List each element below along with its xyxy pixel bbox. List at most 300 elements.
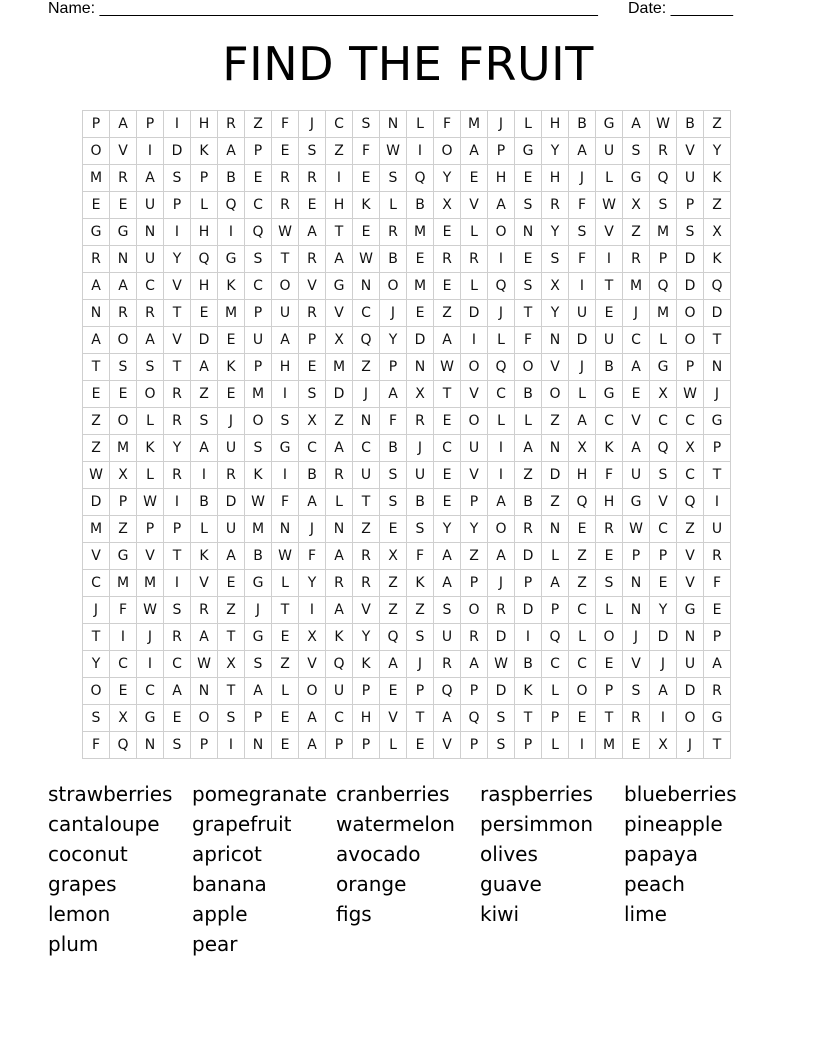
grid-cell[interactable]: B xyxy=(245,543,272,570)
grid-cell[interactable]: A xyxy=(380,381,407,408)
grid-cell[interactable]: Q xyxy=(218,192,245,219)
grid-cell[interactable]: A xyxy=(434,543,461,570)
grid-cell[interactable]: K xyxy=(407,570,434,597)
grid-cell[interactable]: E xyxy=(218,327,245,354)
grid-cell[interactable]: R xyxy=(461,246,488,273)
grid-cell[interactable]: A xyxy=(515,435,542,462)
grid-cell[interactable]: V xyxy=(677,138,704,165)
grid-cell[interactable]: I xyxy=(137,651,164,678)
grid-cell[interactable]: E xyxy=(596,300,623,327)
grid-cell[interactable]: J xyxy=(677,732,704,759)
grid-cell[interactable]: O xyxy=(299,678,326,705)
grid-cell[interactable]: O xyxy=(677,705,704,732)
grid-cell[interactable]: A xyxy=(380,651,407,678)
grid-cell[interactable]: A xyxy=(83,327,110,354)
grid-cell[interactable]: J xyxy=(407,651,434,678)
grid-cell[interactable]: S xyxy=(137,354,164,381)
grid-cell[interactable]: Z xyxy=(191,381,218,408)
grid-cell[interactable]: T xyxy=(704,462,731,489)
grid-cell[interactable]: T xyxy=(515,300,542,327)
grid-cell[interactable]: F xyxy=(704,570,731,597)
grid-cell[interactable]: J xyxy=(488,111,515,138)
grid-cell[interactable]: L xyxy=(596,165,623,192)
grid-cell[interactable]: C xyxy=(677,408,704,435)
grid-cell[interactable]: Q xyxy=(569,489,596,516)
grid-cell[interactable]: F xyxy=(299,543,326,570)
grid-cell[interactable]: P xyxy=(353,732,380,759)
grid-cell[interactable]: D xyxy=(704,300,731,327)
grid-cell[interactable]: X xyxy=(542,273,569,300)
grid-cell[interactable]: L xyxy=(596,597,623,624)
grid-cell[interactable]: Q xyxy=(542,624,569,651)
grid-cell[interactable]: Y xyxy=(542,138,569,165)
grid-cell[interactable]: Q xyxy=(380,624,407,651)
grid-cell[interactable]: C xyxy=(434,435,461,462)
grid-cell[interactable]: Y xyxy=(461,516,488,543)
grid-cell[interactable]: A xyxy=(704,651,731,678)
grid-cell[interactable]: P xyxy=(353,678,380,705)
grid-cell[interactable]: I xyxy=(164,489,191,516)
grid-cell[interactable]: D xyxy=(650,624,677,651)
grid-cell[interactable]: E xyxy=(569,705,596,732)
grid-cell[interactable]: R xyxy=(704,678,731,705)
grid-cell[interactable]: B xyxy=(380,435,407,462)
grid-cell[interactable]: G xyxy=(272,435,299,462)
grid-cell[interactable]: W xyxy=(677,381,704,408)
grid-cell[interactable]: I xyxy=(569,273,596,300)
grid-cell[interactable]: B xyxy=(407,192,434,219)
grid-cell[interactable]: E xyxy=(380,678,407,705)
grid-cell[interactable]: T xyxy=(272,246,299,273)
grid-cell[interactable]: T xyxy=(164,543,191,570)
grid-cell[interactable]: L xyxy=(515,111,542,138)
grid-cell[interactable]: B xyxy=(380,246,407,273)
grid-cell[interactable]: Q xyxy=(650,165,677,192)
grid-cell[interactable]: Z xyxy=(326,408,353,435)
grid-cell[interactable]: N xyxy=(137,732,164,759)
grid-cell[interactable]: S xyxy=(542,246,569,273)
grid-cell[interactable]: A xyxy=(461,651,488,678)
grid-cell[interactable]: S xyxy=(569,219,596,246)
grid-cell[interactable]: A xyxy=(488,489,515,516)
grid-cell[interactable]: E xyxy=(164,705,191,732)
grid-cell[interactable]: E xyxy=(272,138,299,165)
grid-cell[interactable]: I xyxy=(326,165,353,192)
grid-cell[interactable]: U xyxy=(218,435,245,462)
grid-cell[interactable]: E xyxy=(191,300,218,327)
grid-cell[interactable]: C xyxy=(299,435,326,462)
grid-cell[interactable]: K xyxy=(245,462,272,489)
grid-cell[interactable]: S xyxy=(488,705,515,732)
grid-cell[interactable]: L xyxy=(542,543,569,570)
grid-cell[interactable]: D xyxy=(515,597,542,624)
grid-cell[interactable]: Z xyxy=(623,219,650,246)
grid-cell[interactable]: Q xyxy=(245,219,272,246)
grid-cell[interactable]: S xyxy=(164,165,191,192)
grid-cell[interactable]: S xyxy=(83,705,110,732)
grid-cell[interactable]: I xyxy=(272,381,299,408)
grid-cell[interactable]: D xyxy=(677,678,704,705)
grid-cell[interactable]: A xyxy=(488,543,515,570)
grid-cell[interactable]: L xyxy=(569,381,596,408)
grid-cell[interactable]: D xyxy=(515,543,542,570)
grid-cell[interactable]: C xyxy=(164,651,191,678)
grid-cell[interactable]: E xyxy=(299,354,326,381)
grid-cell[interactable]: I xyxy=(596,246,623,273)
grid-cell[interactable]: Q xyxy=(407,165,434,192)
grid-cell[interactable]: V xyxy=(83,543,110,570)
grid-cell[interactable]: L xyxy=(272,678,299,705)
grid-cell[interactable]: R xyxy=(596,516,623,543)
grid-cell[interactable]: P xyxy=(461,489,488,516)
grid-cell[interactable]: F xyxy=(569,192,596,219)
grid-cell[interactable]: F xyxy=(272,111,299,138)
grid-cell[interactable]: R xyxy=(164,624,191,651)
grid-cell[interactable]: V xyxy=(164,327,191,354)
grid-cell[interactable]: L xyxy=(191,192,218,219)
grid-cell[interactable]: F xyxy=(434,111,461,138)
grid-cell[interactable]: W xyxy=(272,219,299,246)
grid-cell[interactable]: A xyxy=(191,354,218,381)
grid-cell[interactable]: S xyxy=(110,354,137,381)
grid-cell[interactable]: P xyxy=(83,111,110,138)
grid-cell[interactable]: C xyxy=(110,651,137,678)
grid-cell[interactable]: J xyxy=(569,165,596,192)
grid-cell[interactable]: A xyxy=(137,165,164,192)
grid-cell[interactable]: Y xyxy=(299,570,326,597)
grid-cell[interactable]: A xyxy=(110,273,137,300)
grid-cell[interactable]: B xyxy=(569,111,596,138)
grid-cell[interactable]: R xyxy=(272,165,299,192)
grid-cell[interactable]: I xyxy=(461,327,488,354)
grid-cell[interactable]: V xyxy=(326,300,353,327)
grid-cell[interactable]: K xyxy=(704,246,731,273)
grid-cell[interactable]: K xyxy=(596,435,623,462)
grid-cell[interactable]: J xyxy=(488,300,515,327)
grid-cell[interactable]: R xyxy=(191,597,218,624)
grid-cell[interactable]: P xyxy=(623,543,650,570)
grid-cell[interactable]: S xyxy=(245,246,272,273)
grid-cell[interactable]: Z xyxy=(380,570,407,597)
grid-cell[interactable]: A xyxy=(569,138,596,165)
grid-cell[interactable]: D xyxy=(191,327,218,354)
grid-cell[interactable]: R xyxy=(380,219,407,246)
grid-cell[interactable]: X xyxy=(218,651,245,678)
grid-cell[interactable]: E xyxy=(434,273,461,300)
grid-cell[interactable]: W xyxy=(380,138,407,165)
grid-cell[interactable]: O xyxy=(434,138,461,165)
grid-cell[interactable]: L xyxy=(488,327,515,354)
grid-cell[interactable]: Z xyxy=(407,597,434,624)
grid-cell[interactable]: W xyxy=(83,462,110,489)
grid-cell[interactable]: V xyxy=(353,597,380,624)
grid-cell[interactable]: O xyxy=(569,678,596,705)
grid-cell[interactable]: W xyxy=(245,489,272,516)
grid-cell[interactable]: L xyxy=(380,732,407,759)
grid-cell[interactable]: G xyxy=(515,138,542,165)
grid-cell[interactable]: F xyxy=(83,732,110,759)
grid-cell[interactable]: Z xyxy=(677,516,704,543)
grid-cell[interactable]: D xyxy=(569,327,596,354)
grid-cell[interactable]: V xyxy=(137,543,164,570)
grid-cell[interactable]: E xyxy=(353,165,380,192)
grid-cell[interactable]: D xyxy=(461,300,488,327)
grid-cell[interactable]: R xyxy=(137,300,164,327)
grid-cell[interactable]: T xyxy=(596,705,623,732)
grid-cell[interactable]: G xyxy=(326,273,353,300)
grid-cell[interactable]: G xyxy=(110,219,137,246)
grid-cell[interactable]: A xyxy=(137,327,164,354)
grid-cell[interactable]: R xyxy=(326,570,353,597)
grid-cell[interactable]: Z xyxy=(326,138,353,165)
grid-cell[interactable]: V xyxy=(461,192,488,219)
grid-cell[interactable]: W xyxy=(488,651,515,678)
grid-cell[interactable]: N xyxy=(542,435,569,462)
grid-cell[interactable]: N xyxy=(542,516,569,543)
grid-cell[interactable]: P xyxy=(704,435,731,462)
grid-cell[interactable]: Z xyxy=(569,543,596,570)
grid-cell[interactable]: L xyxy=(542,732,569,759)
grid-cell[interactable]: C xyxy=(569,651,596,678)
grid-cell[interactable]: G xyxy=(623,489,650,516)
grid-cell[interactable]: G xyxy=(596,111,623,138)
grid-cell[interactable]: E xyxy=(407,732,434,759)
grid-cell[interactable]: F xyxy=(515,327,542,354)
grid-cell[interactable]: I xyxy=(272,462,299,489)
grid-cell[interactable]: N xyxy=(326,516,353,543)
grid-cell[interactable]: P xyxy=(650,543,677,570)
grid-cell[interactable]: G xyxy=(245,570,272,597)
grid-cell[interactable]: A xyxy=(326,543,353,570)
grid-cell[interactable]: I xyxy=(569,732,596,759)
grid-cell[interactable]: D xyxy=(164,138,191,165)
grid-cell[interactable]: J xyxy=(569,354,596,381)
grid-cell[interactable]: S xyxy=(488,732,515,759)
grid-cell[interactable]: K xyxy=(704,165,731,192)
grid-cell[interactable]: T xyxy=(353,489,380,516)
grid-cell[interactable]: A xyxy=(488,192,515,219)
grid-cell[interactable]: I xyxy=(137,138,164,165)
grid-cell[interactable]: S xyxy=(299,138,326,165)
grid-cell[interactable]: Y xyxy=(380,327,407,354)
grid-cell[interactable]: R xyxy=(218,462,245,489)
grid-cell[interactable]: O xyxy=(596,624,623,651)
grid-cell[interactable]: J xyxy=(137,624,164,651)
grid-cell[interactable]: Z xyxy=(542,489,569,516)
grid-cell[interactable]: R xyxy=(326,462,353,489)
grid-cell[interactable]: E xyxy=(596,543,623,570)
grid-cell[interactable]: H xyxy=(191,273,218,300)
grid-cell[interactable]: B xyxy=(218,165,245,192)
grid-cell[interactable]: P xyxy=(677,192,704,219)
grid-cell[interactable]: A xyxy=(110,111,137,138)
grid-cell[interactable]: S xyxy=(650,192,677,219)
grid-cell[interactable]: I xyxy=(164,111,191,138)
grid-cell[interactable]: E xyxy=(299,192,326,219)
grid-cell[interactable]: E xyxy=(650,570,677,597)
grid-cell[interactable]: R xyxy=(461,624,488,651)
grid-cell[interactable]: Y xyxy=(704,138,731,165)
grid-cell[interactable]: C xyxy=(137,273,164,300)
grid-cell[interactable]: Q xyxy=(461,705,488,732)
grid-cell[interactable]: F xyxy=(407,543,434,570)
grid-cell[interactable]: Z xyxy=(83,408,110,435)
grid-cell[interactable]: C xyxy=(623,327,650,354)
grid-cell[interactable]: R xyxy=(623,705,650,732)
grid-cell[interactable]: P xyxy=(515,570,542,597)
grid-cell[interactable]: L xyxy=(461,219,488,246)
grid-cell[interactable]: M xyxy=(218,300,245,327)
grid-cell[interactable]: P xyxy=(515,732,542,759)
grid-cell[interactable]: Y xyxy=(542,219,569,246)
grid-cell[interactable]: H xyxy=(542,111,569,138)
grid-cell[interactable]: D xyxy=(542,462,569,489)
grid-cell[interactable]: W xyxy=(137,597,164,624)
grid-cell[interactable]: P xyxy=(245,705,272,732)
grid-cell[interactable]: H xyxy=(596,489,623,516)
grid-cell[interactable]: V xyxy=(623,408,650,435)
grid-cell[interactable]: E xyxy=(110,381,137,408)
grid-cell[interactable]: L xyxy=(407,111,434,138)
grid-cell[interactable]: K xyxy=(218,273,245,300)
grid-cell[interactable]: C xyxy=(353,435,380,462)
grid-cell[interactable]: N xyxy=(353,408,380,435)
grid-cell[interactable]: U xyxy=(677,651,704,678)
grid-cell[interactable]: D xyxy=(326,381,353,408)
grid-cell[interactable]: E xyxy=(407,300,434,327)
grid-cell[interactable]: O xyxy=(110,327,137,354)
grid-cell[interactable]: Y xyxy=(164,435,191,462)
grid-cell[interactable]: G xyxy=(218,246,245,273)
grid-cell[interactable]: I xyxy=(299,597,326,624)
grid-cell[interactable]: D xyxy=(677,273,704,300)
grid-cell[interactable]: E xyxy=(353,219,380,246)
grid-cell[interactable]: S xyxy=(380,165,407,192)
grid-cell[interactable]: J xyxy=(623,624,650,651)
grid-cell[interactable]: O xyxy=(488,219,515,246)
grid-cell[interactable]: P xyxy=(407,678,434,705)
grid-cell[interactable]: N xyxy=(677,624,704,651)
grid-cell[interactable]: S xyxy=(623,678,650,705)
grid-cell[interactable]: B xyxy=(515,651,542,678)
grid-cell[interactable]: R xyxy=(434,651,461,678)
grid-cell[interactable]: O xyxy=(191,705,218,732)
grid-cell[interactable]: I xyxy=(191,462,218,489)
grid-cell[interactable]: O xyxy=(488,516,515,543)
grid-cell[interactable]: V xyxy=(461,381,488,408)
grid-cell[interactable]: R xyxy=(623,246,650,273)
grid-cell[interactable]: I xyxy=(407,138,434,165)
grid-cell[interactable]: K xyxy=(515,678,542,705)
grid-cell[interactable]: M xyxy=(461,111,488,138)
grid-cell[interactable]: C xyxy=(677,462,704,489)
grid-cell[interactable]: S xyxy=(407,516,434,543)
grid-cell[interactable]: J xyxy=(299,516,326,543)
grid-cell[interactable]: L xyxy=(461,273,488,300)
grid-cell[interactable]: X xyxy=(623,192,650,219)
grid-cell[interactable]: A xyxy=(191,624,218,651)
grid-cell[interactable]: I xyxy=(110,624,137,651)
grid-cell[interactable]: F xyxy=(569,246,596,273)
grid-cell[interactable]: B xyxy=(299,462,326,489)
grid-cell[interactable]: X xyxy=(569,435,596,462)
grid-cell[interactable]: S xyxy=(245,651,272,678)
grid-cell[interactable]: B xyxy=(191,489,218,516)
grid-cell[interactable]: E xyxy=(83,381,110,408)
grid-cell[interactable]: G xyxy=(704,408,731,435)
grid-cell[interactable]: O xyxy=(110,408,137,435)
grid-cell[interactable]: H xyxy=(191,219,218,246)
grid-cell[interactable]: K xyxy=(353,192,380,219)
grid-cell[interactable]: V xyxy=(299,651,326,678)
grid-cell[interactable]: V xyxy=(677,570,704,597)
grid-cell[interactable]: X xyxy=(110,462,137,489)
grid-cell[interactable]: W xyxy=(650,111,677,138)
grid-cell[interactable]: K xyxy=(191,138,218,165)
grid-cell[interactable]: R xyxy=(83,246,110,273)
grid-cell[interactable]: M xyxy=(83,516,110,543)
grid-cell[interactable]: E xyxy=(218,570,245,597)
grid-cell[interactable]: P xyxy=(542,597,569,624)
grid-cell[interactable]: W xyxy=(353,246,380,273)
grid-cell[interactable]: V xyxy=(623,651,650,678)
grid-cell[interactable]: D xyxy=(488,624,515,651)
grid-cell[interactable]: C xyxy=(353,300,380,327)
grid-cell[interactable]: P xyxy=(488,138,515,165)
grid-cell[interactable]: K xyxy=(137,435,164,462)
grid-cell[interactable]: P xyxy=(326,732,353,759)
grid-cell[interactable]: N xyxy=(191,678,218,705)
grid-cell[interactable]: N xyxy=(110,246,137,273)
grid-cell[interactable]: R xyxy=(299,246,326,273)
grid-cell[interactable]: L xyxy=(191,516,218,543)
grid-cell[interactable]: X xyxy=(704,219,731,246)
grid-cell[interactable]: B xyxy=(596,354,623,381)
grid-cell[interactable]: R xyxy=(353,570,380,597)
grid-cell[interactable]: X xyxy=(110,705,137,732)
grid-cell[interactable]: M xyxy=(326,354,353,381)
grid-cell[interactable]: M xyxy=(407,273,434,300)
grid-cell[interactable]: C xyxy=(326,705,353,732)
grid-cell[interactable]: O xyxy=(461,408,488,435)
grid-cell[interactable]: E xyxy=(434,219,461,246)
grid-cell[interactable]: F xyxy=(596,462,623,489)
grid-cell[interactable]: C xyxy=(650,516,677,543)
grid-cell[interactable]: S xyxy=(191,408,218,435)
grid-cell[interactable]: L xyxy=(137,462,164,489)
grid-cell[interactable]: X xyxy=(434,192,461,219)
grid-cell[interactable]: Z xyxy=(704,192,731,219)
grid-cell[interactable]: K xyxy=(353,651,380,678)
grid-cell[interactable]: A xyxy=(245,678,272,705)
grid-cell[interactable]: S xyxy=(353,111,380,138)
grid-cell[interactable]: O xyxy=(461,354,488,381)
grid-cell[interactable]: U xyxy=(434,624,461,651)
grid-cell[interactable]: N xyxy=(623,597,650,624)
grid-cell[interactable]: L xyxy=(569,624,596,651)
grid-cell[interactable]: R xyxy=(704,543,731,570)
grid-cell[interactable]: S xyxy=(218,705,245,732)
grid-cell[interactable]: D xyxy=(677,246,704,273)
grid-cell[interactable]: I xyxy=(650,705,677,732)
grid-cell[interactable]: W xyxy=(623,516,650,543)
grid-cell[interactable]: A xyxy=(434,327,461,354)
grid-cell[interactable]: P xyxy=(704,624,731,651)
grid-cell[interactable]: R xyxy=(542,192,569,219)
grid-cell[interactable]: U xyxy=(137,246,164,273)
grid-cell[interactable]: U xyxy=(596,327,623,354)
grid-cell[interactable]: X xyxy=(299,624,326,651)
